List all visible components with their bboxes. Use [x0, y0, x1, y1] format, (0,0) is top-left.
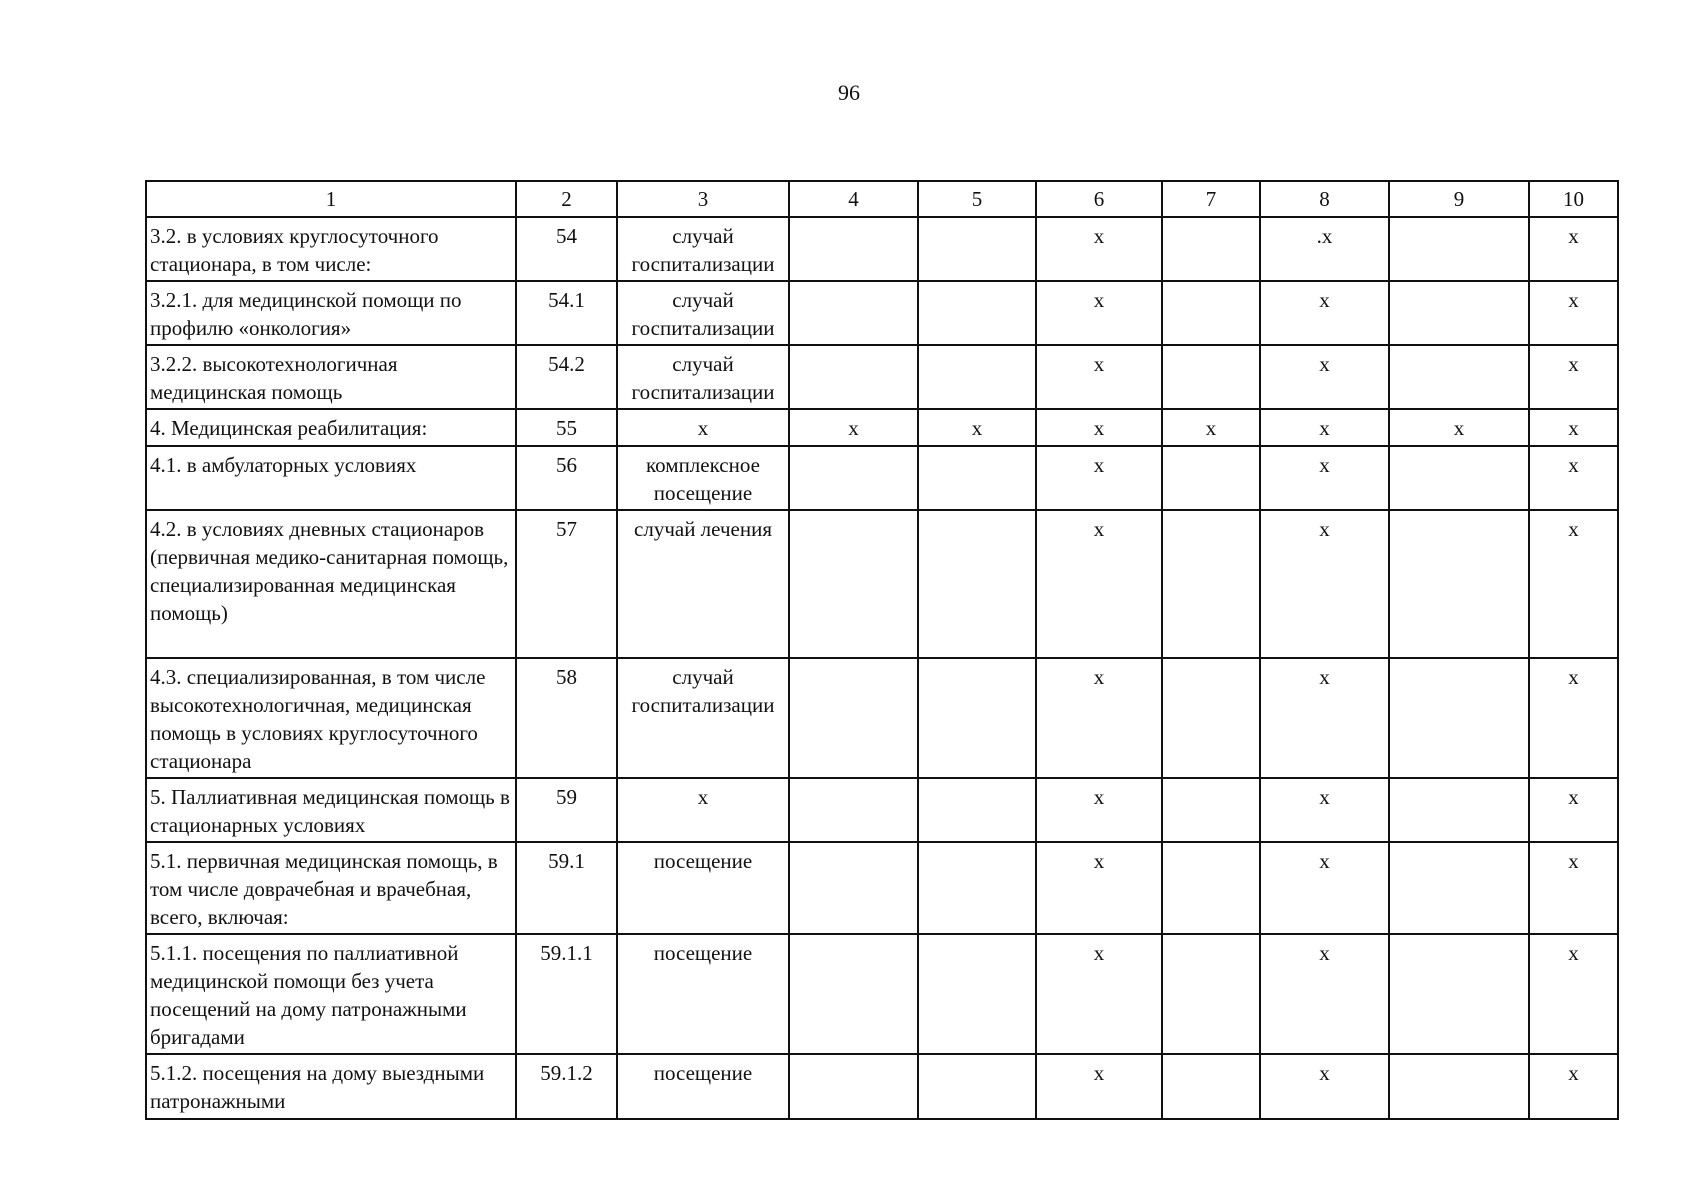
col-header: 4: [789, 181, 918, 217]
cell-col6: х: [1036, 345, 1162, 409]
cell-col6: х: [1036, 217, 1162, 281]
data-table: [145, 180, 1619, 1120]
row-unit: посещение: [617, 842, 789, 934]
cell-col8: .х: [1260, 217, 1389, 281]
row-name: 4.2. в условиях дневных стационаров (первичная медико-санитарная помощь, специализированная медицинская помощь): [146, 510, 516, 658]
table-row: [146, 778, 1618, 842]
row-unit: х: [617, 409, 789, 446]
cell-col6: х: [1036, 446, 1162, 510]
col-header: 9: [1389, 181, 1529, 217]
table-row: [146, 409, 1618, 446]
cell-col10: х: [1529, 217, 1618, 281]
row-unit: случай госпитализации: [617, 658, 789, 778]
cell-col6: х: [1036, 778, 1162, 842]
row-code: 55: [516, 409, 617, 446]
row-name: 3.2.1. для медицинской помощи по профилю «онкология»: [146, 281, 516, 345]
row-name: 5.1. первичная медицинская помощь, в том числе доврачебная и врачебная, всего, включая:: [146, 842, 516, 934]
row-code: 59.1.1: [516, 934, 617, 1054]
col-header: 7: [1162, 181, 1260, 217]
row-name: 5. Паллиативная медицинская помощь в стационарных условиях: [146, 778, 516, 842]
cell-col10: х: [1529, 446, 1618, 510]
cell-col10: х: [1529, 409, 1618, 446]
cell-col7: [1162, 510, 1260, 658]
cell-col8: х: [1260, 934, 1389, 1054]
cell-col7: [1162, 345, 1260, 409]
row-code: 54: [516, 217, 617, 281]
cell-col8: х: [1260, 842, 1389, 934]
cell-col9: [1389, 281, 1529, 345]
row-unit: посещение: [617, 934, 789, 1054]
cell-col7: [1162, 658, 1260, 778]
row-name: 4. Медицинская реабилитация:: [146, 409, 516, 446]
row-unit: случай госпитализации: [617, 217, 789, 281]
row-name: 3.2. в условиях круглосуточного стационара, в том числе:: [146, 217, 516, 281]
table-row: [146, 842, 1618, 934]
table-row: [146, 658, 1618, 778]
cell-col8: х: [1260, 658, 1389, 778]
cell-col8: х: [1260, 345, 1389, 409]
col-header: 6: [1036, 181, 1162, 217]
cell-col5: [918, 658, 1036, 778]
table-row: [146, 446, 1618, 510]
cell-col7: х: [1162, 409, 1260, 446]
page-number: 96: [838, 80, 860, 105]
cell-col7: [1162, 778, 1260, 842]
cell-col5: [918, 842, 1036, 934]
cell-col4: [789, 281, 918, 345]
cell-col6: х: [1036, 409, 1162, 446]
cell-col9: [1389, 842, 1529, 934]
cell-col6: х: [1036, 510, 1162, 658]
cell-col4: [789, 1054, 918, 1119]
cell-col5: [918, 446, 1036, 510]
col-header: 1: [146, 181, 516, 217]
col-header: 3: [617, 181, 789, 217]
cell-col10: х: [1529, 778, 1618, 842]
table-row: [146, 217, 1618, 281]
row-code: 59: [516, 778, 617, 842]
cell-col7: [1162, 1054, 1260, 1119]
cell-col7: [1162, 446, 1260, 510]
cell-col9: [1389, 778, 1529, 842]
table-row: [146, 1054, 1618, 1119]
cell-col5: [918, 778, 1036, 842]
col-header: 5: [918, 181, 1036, 217]
cell-col5: [918, 510, 1036, 658]
cell-col8: х: [1260, 510, 1389, 658]
cell-col9: х: [1389, 409, 1529, 446]
cell-col6: х: [1036, 842, 1162, 934]
cell-col10: х: [1529, 1054, 1618, 1119]
cell-col4: х: [789, 409, 918, 446]
row-unit: случай лечения: [617, 510, 789, 658]
row-name: 4.3. специализированная, в том числе высокотехнологичная, медицинская помощь в условиях круглосуточного стационара: [146, 658, 516, 778]
cell-col6: х: [1036, 658, 1162, 778]
cell-col4: [789, 842, 918, 934]
col-header: 2: [516, 181, 617, 217]
cell-col5: [918, 1054, 1036, 1119]
table-row: [146, 510, 1618, 658]
cell-col4: [789, 658, 918, 778]
cell-col9: [1389, 934, 1529, 1054]
cell-col9: [1389, 217, 1529, 281]
row-code: 56: [516, 446, 617, 510]
row-name: 5.1.2. посещения на дому выездными патронажными: [146, 1054, 516, 1119]
table-row: [146, 345, 1618, 409]
row-unit: комплексное посещение: [617, 446, 789, 510]
cell-col9: [1389, 1054, 1529, 1119]
row-name: 5.1.1. посещения по паллиативной медицинской помощи без учета посещений на дому патронажными бригадами: [146, 934, 516, 1054]
cell-col9: [1389, 345, 1529, 409]
cell-col7: [1162, 934, 1260, 1054]
cell-col4: [789, 778, 918, 842]
col-header: 8: [1260, 181, 1389, 217]
cell-col4: [789, 446, 918, 510]
row-code: 58: [516, 658, 617, 778]
cell-col10: х: [1529, 281, 1618, 345]
cell-col5: [918, 345, 1036, 409]
cell-col5: [918, 281, 1036, 345]
cell-col6: х: [1036, 934, 1162, 1054]
cell-col7: [1162, 217, 1260, 281]
cell-col7: [1162, 281, 1260, 345]
cell-col6: х: [1036, 1054, 1162, 1119]
cell-col9: [1389, 658, 1529, 778]
cell-col4: [789, 934, 918, 1054]
cell-col8: х: [1260, 1054, 1389, 1119]
row-code: 57: [516, 510, 617, 658]
cell-col5: [918, 217, 1036, 281]
cell-col8: х: [1260, 281, 1389, 345]
row-unit: х: [617, 778, 789, 842]
row-code: 59.1.2: [516, 1054, 617, 1119]
cell-col10: х: [1529, 658, 1618, 778]
cell-col7: [1162, 842, 1260, 934]
row-unit: посещение: [617, 1054, 789, 1119]
cell-col8: х: [1260, 778, 1389, 842]
row-code: 59.1: [516, 842, 617, 934]
cell-col10: х: [1529, 842, 1618, 934]
cell-col4: [789, 510, 918, 658]
row-unit: случай госпитализации: [617, 345, 789, 409]
cell-col5: х: [918, 409, 1036, 446]
row-code: 54.2: [516, 345, 617, 409]
row-name: 4.1. в амбулаторных условиях: [146, 446, 516, 510]
cell-col8: х: [1260, 409, 1389, 446]
cell-col9: [1389, 446, 1529, 510]
row-unit: случай госпитализации: [617, 281, 789, 345]
cell-col9: [1389, 510, 1529, 658]
cell-col4: [789, 217, 918, 281]
cell-col10: х: [1529, 934, 1618, 1054]
table-row: [146, 934, 1618, 1054]
table-row: [146, 281, 1618, 345]
cell-col6: х: [1036, 281, 1162, 345]
cell-col10: х: [1529, 345, 1618, 409]
cell-col4: [789, 345, 918, 409]
cell-col8: х: [1260, 446, 1389, 510]
row-name: 3.2.2. высокотехнологичная медицинская помощь: [146, 345, 516, 409]
cell-col5: [918, 934, 1036, 1054]
col-header: 10: [1529, 181, 1618, 217]
table-header-row: [146, 181, 1618, 217]
cell-col10: х: [1529, 510, 1618, 658]
row-code: 54.1: [516, 281, 617, 345]
